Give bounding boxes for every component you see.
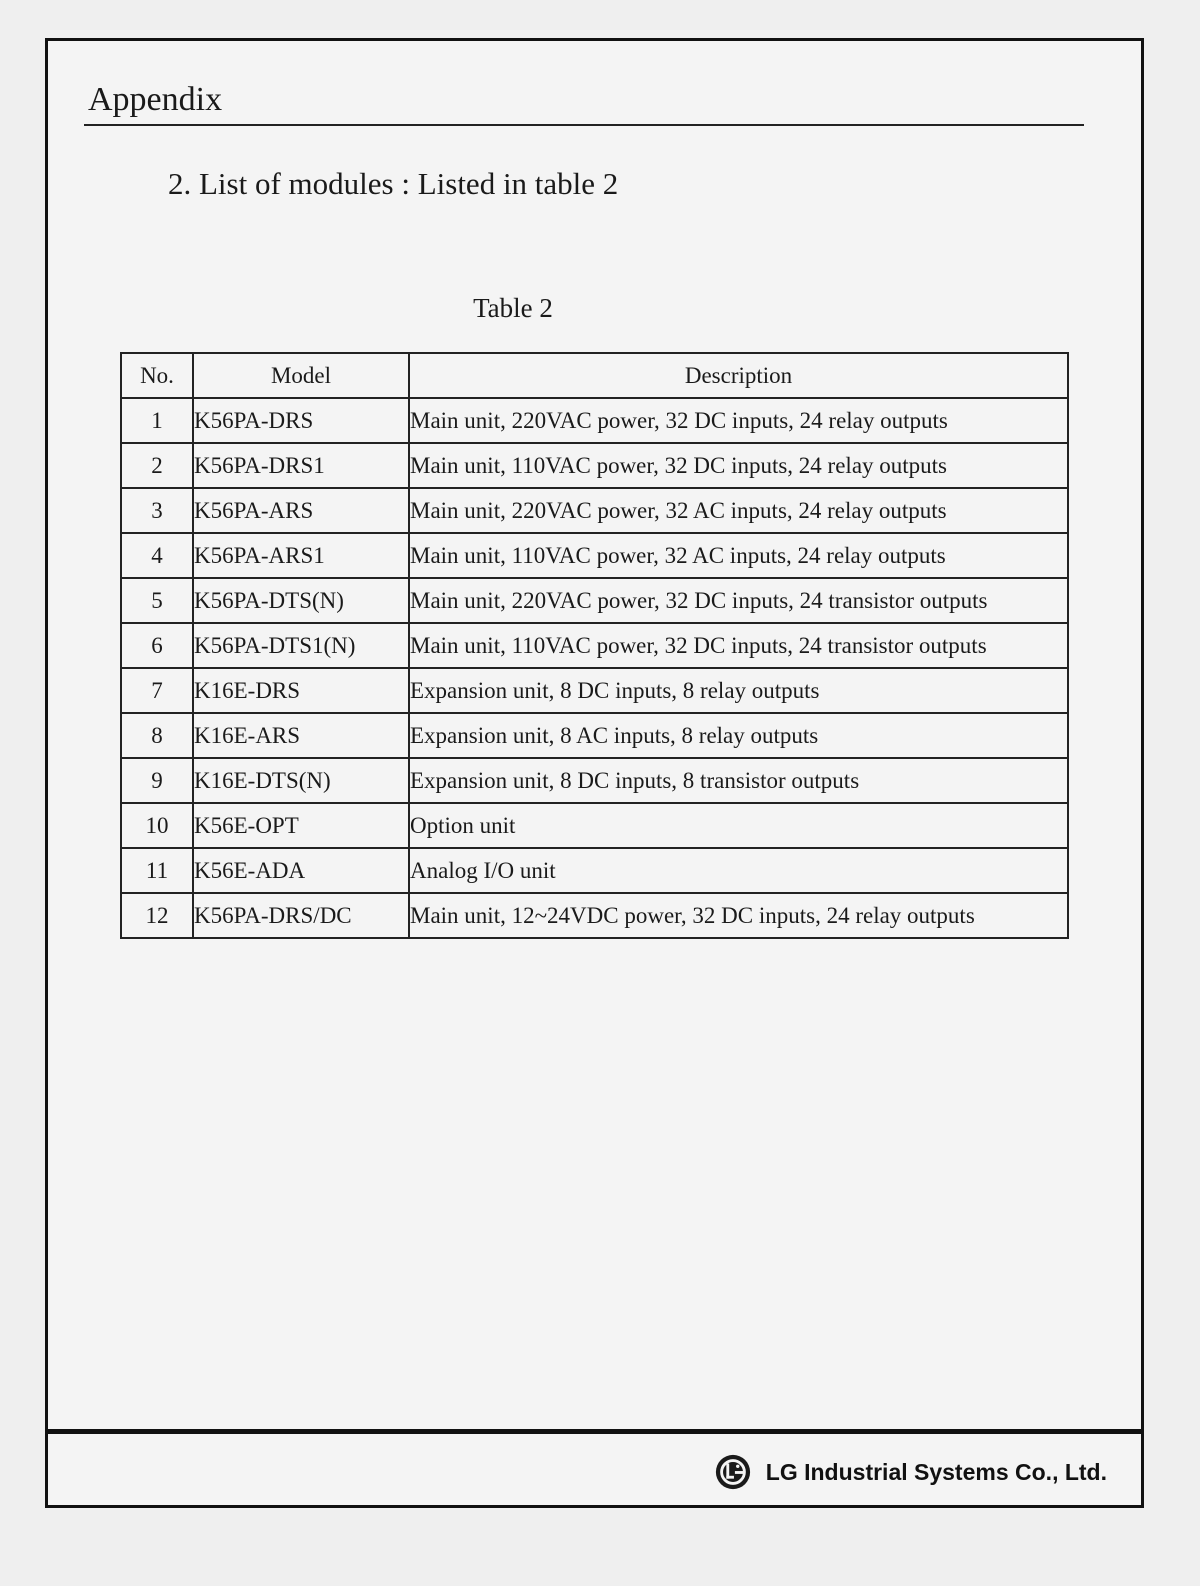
table-caption: Table 2 (473, 293, 553, 323)
cell-model: K56PA-ARS1 (193, 533, 409, 578)
cell-model: K16E-DTS(N) (193, 758, 409, 803)
cell-description: Option unit (409, 803, 1068, 848)
cell-description: Main unit, 110VAC power, 32 DC inputs, 24 relay outputs (409, 443, 1068, 488)
table-header-row (121, 353, 1068, 398)
cell-no: 12 (121, 893, 193, 938)
table-row (121, 398, 1068, 443)
cell-no: 11 (121, 848, 193, 893)
column-header-model: Model (193, 353, 409, 398)
cell-description: Main unit, 220VAC power, 32 AC inputs, 24 relay outputs (409, 488, 1068, 533)
cell-description: Main unit, 220VAC power, 32 DC inputs, 24 relay outputs (409, 398, 1068, 443)
table-row (121, 578, 1068, 623)
page-frame (45, 38, 1144, 1508)
table-row (121, 443, 1068, 488)
cell-no: 10 (121, 803, 193, 848)
cell-model: K56PA-DRS (193, 398, 409, 443)
cell-description: Main unit, 220VAC power, 32 DC inputs, 24 transistor outputs (409, 578, 1068, 623)
table-row (121, 893, 1068, 938)
cell-no: 5 (121, 578, 193, 623)
cell-model: K56PA-DRS/DC (193, 893, 409, 938)
section-title: Appendix (88, 81, 223, 118)
cell-description: Analog I/O unit (409, 848, 1068, 893)
cell-description: Expansion unit, 8 DC inputs, 8 relay outputs (409, 668, 1068, 713)
cell-model: K56E-OPT (193, 803, 409, 848)
column-header-no: No. (121, 353, 193, 398)
cell-description: Main unit, 110VAC power, 32 DC inputs, 24 transistor outputs (409, 623, 1068, 668)
cell-model: K56PA-DTS1(N) (193, 623, 409, 668)
table-row (121, 668, 1068, 713)
table-row (121, 803, 1068, 848)
cell-model: K16E-DRS (193, 668, 409, 713)
cell-model: K16E-ARS (193, 713, 409, 758)
footer-divider (48, 1429, 1141, 1434)
company-name: LG Industrial Systems Co., Ltd. (765, 1458, 1107, 1485)
cell-no: 8 (121, 713, 193, 758)
title-divider (84, 124, 1084, 126)
table-row (121, 533, 1068, 578)
cell-no: 7 (121, 668, 193, 713)
cell-no: 2 (121, 443, 193, 488)
section-subtitle: 2. List of modules : Listed in table 2 (168, 166, 619, 201)
cell-description: Expansion unit, 8 AC inputs, 8 relay outputs (409, 713, 1068, 758)
table-row (121, 758, 1068, 803)
cell-description: Expansion unit, 8 DC inputs, 8 transistor outputs (409, 758, 1068, 803)
lg-logo-icon (714, 1453, 752, 1491)
cell-no: 9 (121, 758, 193, 803)
cell-no: 1 (121, 398, 193, 443)
cell-model: K56PA-ARS (193, 488, 409, 533)
cell-description: Main unit, 110VAC power, 32 AC inputs, 24 relay outputs (409, 533, 1068, 578)
table-row (121, 623, 1068, 668)
table-row (121, 488, 1068, 533)
footer (714, 1453, 1107, 1491)
cell-model: K56PA-DRS1 (193, 443, 409, 488)
table-row (121, 713, 1068, 758)
cell-description: Main unit, 12~24VDC power, 32 DC inputs, 24 relay outputs (409, 893, 1068, 938)
cell-no: 6 (121, 623, 193, 668)
modules-table (120, 352, 1069, 939)
cell-model: K56PA-DTS(N) (193, 578, 409, 623)
cell-model: K56E-ADA (193, 848, 409, 893)
table-row (121, 848, 1068, 893)
column-header-description: Description (409, 353, 1068, 398)
cell-no: 3 (121, 488, 193, 533)
cell-no: 4 (121, 533, 193, 578)
